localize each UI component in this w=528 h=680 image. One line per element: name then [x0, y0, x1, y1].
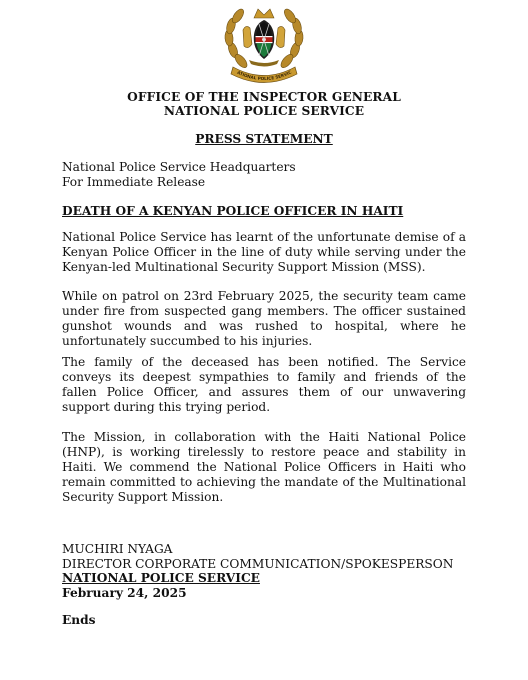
statement-title: DEATH OF A KENYAN POLICE OFFICER IN HAITI: [62, 204, 404, 218]
paragraph-3: The family of the deceased has been notified. The Service conveys its deepest sympathies to family and friends of the fallen Police Officer, and assures them of our unwavering support during this trying period.: [62, 355, 466, 414]
paragraph-1: National Police Service has learnt of the unfortunate demise of a Kenyan Police Officer in the line of duty while serving under the Kenyan-led Multinational Security Support Mission (MSS).: [62, 230, 466, 274]
release-line: For Immediate Release: [62, 175, 206, 189]
signatory-name: MUCHIRI NYAGA: [62, 542, 173, 556]
service-heading: NATIONAL POLICE SERVICE: [163, 104, 365, 118]
signatory-organization: NATIONAL POLICE SERVICE: [62, 571, 260, 585]
crest-ribbon-text: ATIONAL POLICE SERVIC: [236, 69, 293, 82]
paragraph-4: The Mission, in collaboration with the Haiti National Police (HNP), is working tirelessly to restore peace and stability in Haiti. We commend the National Police Officers in Haiti who remain committed to achieving the mandate of the Multinational Security Support Mission.: [62, 430, 466, 504]
ends-marker: Ends: [62, 613, 96, 627]
national-police-service-crest-icon: [219, 4, 309, 86]
signatory-position: DIRECTOR CORPORATE COMMUNICATION/SPOKESPERSON: [62, 557, 454, 571]
paragraph-2: While on patrol on 23rd February 2025, the security team came under fire from suspected gang members. The officer sustained gunshot wounds and was rushed to hospital, where he unfortunately succumbed to his injuries.: [62, 289, 466, 348]
press-statement-heading: PRESS STATEMENT: [195, 132, 333, 146]
origin-line: National Police Service Headquarters: [62, 160, 296, 174]
office-heading: OFFICE OF THE INSPECTOR GENERAL: [127, 90, 401, 104]
statement-date: February 24, 2025: [62, 586, 187, 600]
